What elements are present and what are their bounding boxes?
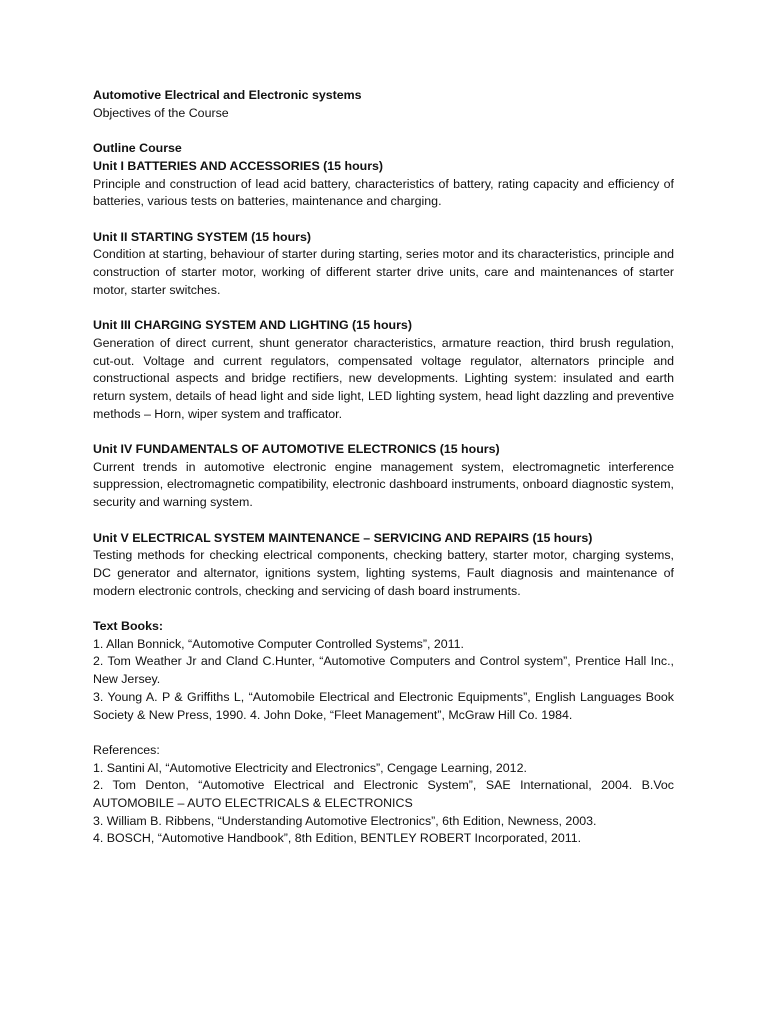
unit-heading: Unit I BATTERIES AND ACCESSORIES (15 hours) bbox=[93, 158, 384, 173]
reference-item: 1. Santini Al, “Automotive Electricity and Electronics”, Cengage Learning, 2012. bbox=[93, 760, 527, 775]
unit-heading: Unit III CHARGING SYSTEM AND LIGHTING (15 hours) bbox=[93, 318, 412, 333]
unit-4 bbox=[93, 441, 674, 512]
unit-5 bbox=[93, 530, 674, 601]
unit-body: Principle and construction of lead acid battery, characteristics of battery, rating capacity and efficiency of batteries, various tests on batteries, maintenance and charging. bbox=[93, 176, 674, 209]
unit-body: Current trends in automotive electronic engine management system, electromagnetic interference suppression, electromagnetic compatibility, electronic dashboard instruments, onboard diagnostic system, security and warning system. bbox=[93, 459, 674, 510]
unit-2 bbox=[93, 229, 674, 300]
unit-body: Condition at starting, behaviour of starter during starting, series motor and its characteristics, principle and construction of starter motor, working of different starter drive units, care and maintenances of starter motor, starter switches. bbox=[93, 247, 674, 297]
unit-heading: Unit II STARTING SYSTEM (15 hours) bbox=[93, 229, 311, 244]
textbooks-section bbox=[93, 618, 674, 724]
outline-heading: Outline Course bbox=[93, 141, 182, 156]
spacer bbox=[93, 299, 674, 317]
spacer bbox=[93, 423, 674, 441]
textbook-item: 3. Young A. P & Griffiths L, “Automobile Electrical and Electronic Equipments”, English Languages Book Society & New Press, 1990. 4. John Doke, “Fleet Management”, McGraw Hill Co. 1984. bbox=[93, 689, 674, 722]
reference-item: 2. Tom Denton, “Automotive Electrical and Electronic System”, SAE International, 2004. B.Voc AUTOMOBILE – AUTO ELECTRICALS & ELECTRONICS bbox=[93, 778, 674, 811]
spacer bbox=[93, 122, 674, 140]
spacer bbox=[93, 512, 674, 530]
spacer bbox=[93, 724, 674, 742]
unit-3 bbox=[93, 317, 674, 423]
unit-1 bbox=[93, 158, 674, 211]
unit-body: Testing methods for checking electrical components, checking battery, starter motor, charging systems, DC generator and alternator, ignitions system, lighting systems, Fault diagnosis and maintenance of modern electronic controls, checking and servicing of dash board instruments. bbox=[93, 548, 674, 598]
reference-item: 4. BOSCH, “Automotive Handbook”, 8th Edition, BENTLEY ROBERT Incorporated, 2011. bbox=[93, 831, 582, 846]
unit-heading: Unit V ELECTRICAL SYSTEM MAINTENANCE – SERVICING AND REPAIRS (15 hours) bbox=[93, 530, 593, 545]
textbooks-heading: Text Books: bbox=[93, 619, 163, 633]
references-heading: References: bbox=[93, 742, 160, 757]
reference-item: 3. William B. Ribbens, “Understanding Automotive Electronics”, 6th Edition, Newness, 2003. bbox=[93, 813, 597, 828]
references-section bbox=[93, 742, 674, 848]
document-title: Automotive Electrical and Electronic systems bbox=[93, 88, 362, 102]
spacer bbox=[93, 211, 674, 229]
unit-body: Generation of direct current, shunt generator characteristics, armature reaction, third brush regulation, cut-out. Voltage and current regulators, compensated voltage regulator, alternators principle and constructional aspects and bridge rectifiers, new developments. Lighting system: insulated and earth return system, details of head light and side light, LED lighting system, head light dazzling and preventive methods – Horn, wiper system and trafficator. bbox=[93, 335, 674, 421]
textbook-item: 1. Allan Bonnick, “Automotive Computer Controlled Systems”, 2011. bbox=[93, 636, 464, 651]
document-page bbox=[93, 87, 674, 848]
objectives-line: Objectives of the Course bbox=[93, 105, 229, 120]
textbook-item: 2. Tom Weather Jr and Cland C.Hunter, “Automotive Computers and Control system”, Prentice Hall Inc., New Jersey. bbox=[93, 654, 674, 687]
unit-heading: Unit IV FUNDAMENTALS OF AUTOMOTIVE ELECTRONICS (15 hours) bbox=[93, 442, 500, 456]
spacer bbox=[93, 600, 674, 618]
